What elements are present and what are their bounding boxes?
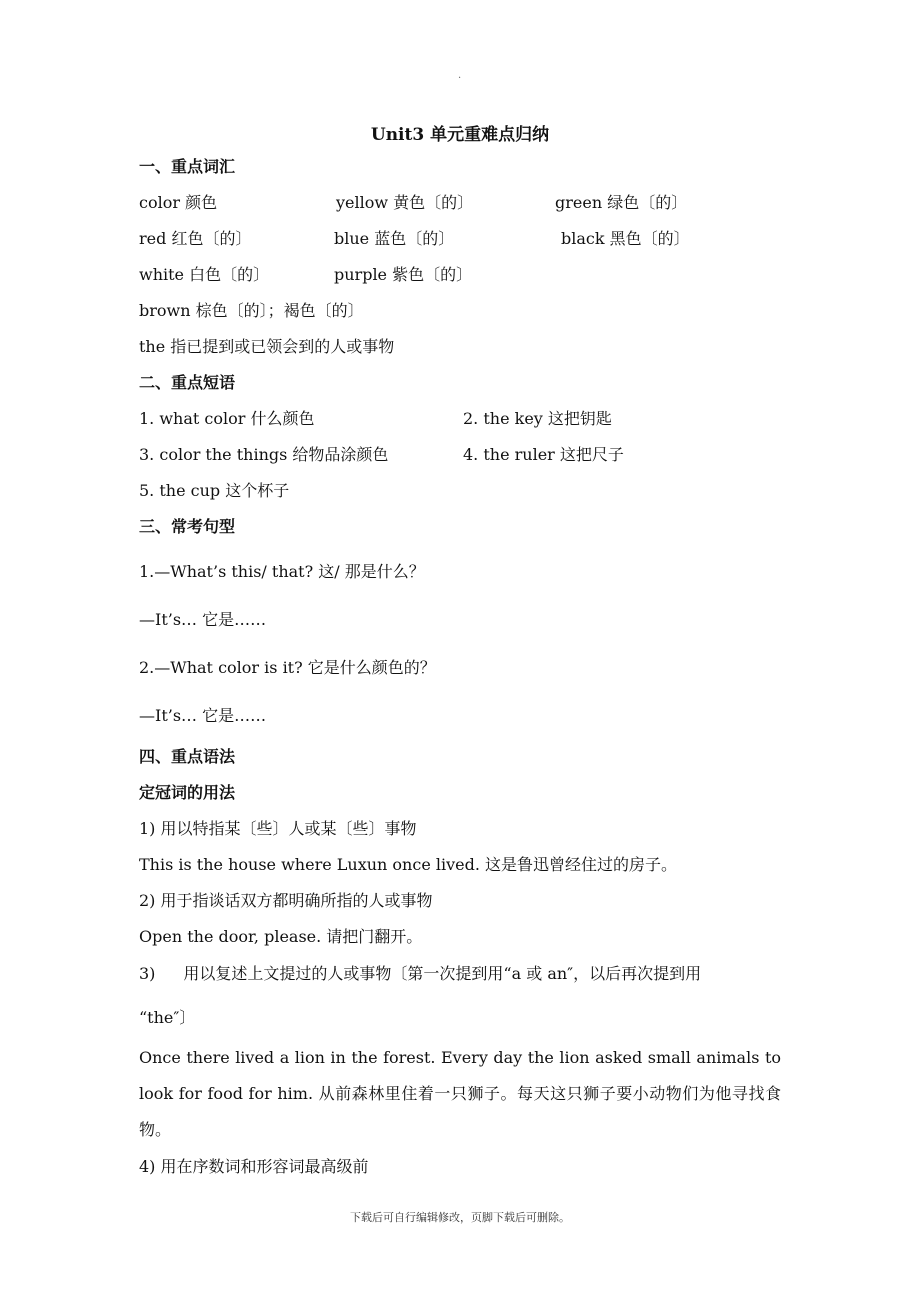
- section3-heading: 三、常考句型: [139, 517, 236, 536]
- vocab-item: brown 棕色〔的〕；褐色〔的〕: [139, 301, 364, 320]
- section2-heading: 二、重点短语: [139, 373, 236, 392]
- section4-subheading: 定冠词的用法: [139, 783, 236, 802]
- section1-heading: 一、重点词汇: [139, 157, 236, 176]
- rule-number: 3): [139, 964, 156, 983]
- grammar-rule: 1) 用以特指某〔些〕人或某〔些〕事物: [139, 819, 417, 838]
- phrase-item: 3. color the things 给物品涂颜色: [139, 445, 389, 464]
- rule-text: 用以复述上文提过的人或事物〔第一次提到用“a 或 an″，以后再次提到用: [183, 964, 702, 983]
- sentence-line: 1.—What’s this/ that? 这/ 那是什么？: [139, 562, 425, 581]
- grammar-rule: 2) 用于指谈话双方都明确所指的人或事物: [139, 891, 433, 910]
- vocab-item: black 黑色〔的〕: [561, 229, 690, 248]
- phrase-item: 1. what color 什么颜色: [139, 409, 315, 428]
- vocab-item: blue 蓝色〔的〕: [334, 229, 455, 248]
- phrase-item: 2. the key 这把钥匙: [463, 409, 612, 428]
- vocab-item: red 红色〔的〕: [139, 229, 252, 248]
- vocab-item: the 指已提到或已领会到的人或事物: [139, 337, 395, 356]
- phrase-item: 4. the ruler 这把尺子: [463, 445, 624, 464]
- grammar-rule: 4) 用在序数词和形容词最高级前: [139, 1157, 369, 1176]
- vocab-item: green 绿色〔的〕: [555, 193, 688, 212]
- vocab-item: yellow 黄色〔的〕: [336, 193, 474, 212]
- sentence-line: 2.—What color is it? 它是什么颜色的？: [139, 658, 436, 677]
- section4-heading: 四、重点语法: [139, 747, 236, 766]
- grammar-example: Once there lived a lion in the forest. Every day the lion asked small animals to look for food for him. 从前森林里住着一只狮子。每天这只狮子要小动物们为他寻找食物。: [139, 1048, 781, 1139]
- grammar-rule: [139, 963, 701, 985]
- vocab-item: white 白色〔的〕: [139, 265, 270, 284]
- phrase-item: 5. the cup 这个杯子: [139, 481, 290, 500]
- grammar-example: Open the door, please. 请把门翻开。: [139, 927, 423, 946]
- sentence-line: —It’s… 它是……: [139, 706, 267, 725]
- sentence-line: —It’s… 它是……: [139, 610, 267, 629]
- grammar-example: This is the house where Luxun once lived. 这是鲁迅曾经住过的房子。: [139, 855, 678, 874]
- grammar-rule-continuation: “the″〕: [139, 1008, 196, 1027]
- vocab-item: purple 紫色〔的〕: [334, 265, 473, 284]
- page-title: Unit3 单元重难点归纳: [370, 125, 550, 145]
- vocab-item: color 颜色: [139, 193, 218, 212]
- header-mark: .: [458, 70, 462, 81]
- page-footer: 下载后可自行编辑修改，页脚下载后可删除。: [350, 1211, 570, 1224]
